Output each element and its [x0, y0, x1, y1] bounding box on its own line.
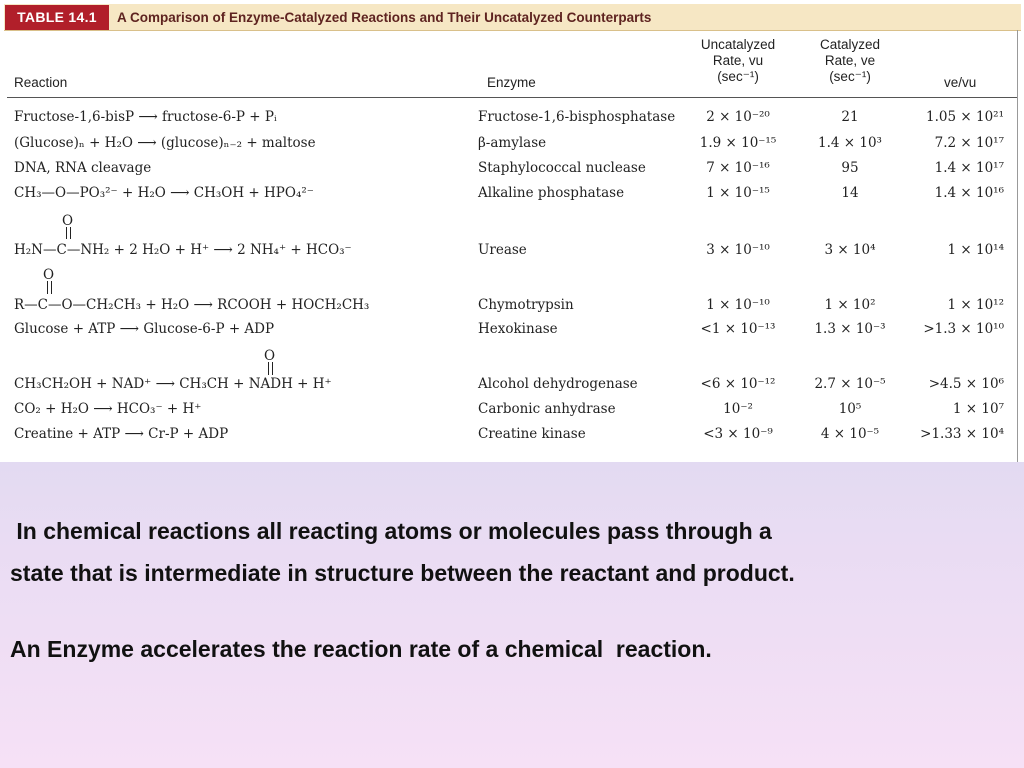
table-row-ve: 1 × 10² — [824, 297, 876, 313]
header-ratio: ve/vu — [944, 75, 977, 90]
table-row-ratio: 7.2 × 10¹⁷ — [934, 135, 1004, 151]
header-catalyzed-line2: Rate, ve — [824, 53, 876, 68]
table-row-vu: 7 × 10⁻¹⁶ — [706, 160, 770, 176]
table-row-vu: 3 × 10⁻¹⁰ — [706, 242, 770, 258]
header-catalyzed-line3: (sec⁻¹) — [829, 69, 871, 84]
table-right-border — [1017, 30, 1018, 462]
carbonyl-bond — [47, 281, 48, 294]
table-row-ratio: 1.4 × 10¹⁶ — [934, 185, 1004, 201]
table-row-vu: 1 × 10⁻¹⁰ — [706, 297, 770, 313]
carbonyl-bond — [70, 227, 71, 239]
table-row-enzyme: Fructose-1,6-bisphosphatase — [478, 109, 676, 125]
table-row-reaction: CH₃—O—PO₃²⁻ + H₂O ⟶ CH₃OH + HPO₄²⁻ — [14, 185, 314, 201]
header-uncatalyzed-line1: Uncatalyzed — [700, 37, 776, 52]
table-row-ve: 3 × 10⁴ — [824, 242, 876, 258]
carbonyl-oxygen: O — [43, 267, 55, 283]
table-row-ve: 1.4 × 10³ — [818, 135, 882, 151]
carbonyl-bond — [51, 281, 52, 294]
table-row-enzyme: Hexokinase — [478, 321, 558, 337]
table-row-reaction: DNA, RNA cleavage — [14, 160, 152, 176]
table-row-reaction: Creatine + ATP ⟶ Cr-P + ADP — [14, 426, 229, 442]
table-row-enzyme: Staphylococcal nuclease — [478, 160, 646, 176]
table-row-reaction: H₂N—C—NH₂ + 2 H₂O + H⁺ ⟶ 2 NH₄⁺ + HCO₃⁻ — [14, 242, 352, 258]
table-row-vu: 2 × 10⁻²⁰ — [706, 109, 770, 125]
table-row-ve: 1.3 × 10⁻³ — [814, 321, 886, 337]
carbonyl-oxygen: O — [62, 213, 74, 229]
table-row-enzyme: Creatine kinase — [478, 426, 586, 442]
carbonyl-oxygen: O — [264, 348, 276, 364]
header-enzyme: Enzyme — [487, 75, 536, 90]
carbonyl-bond — [268, 362, 269, 375]
table-row-ratio: 1 × 10⁷ — [952, 401, 1004, 417]
paragraph-line: state that is intermediate in structure between the reactant and product. — [10, 560, 795, 586]
table-row-reaction: Glucose + ATP ⟶ Glucose-6-P + ADP — [14, 321, 275, 337]
header-uncatalyzed-line3: (sec⁻¹) — [717, 69, 759, 84]
table-row-vu: 1.9 × 10⁻¹⁵ — [699, 135, 777, 151]
table-row-enzyme: Urease — [478, 242, 527, 258]
table-row-vu: <1 × 10⁻¹³ — [700, 321, 776, 337]
table-row-vu: <6 × 10⁻¹² — [700, 376, 776, 392]
table-row-ratio: >4.5 × 10⁶ — [928, 376, 1004, 392]
table-row-enzyme: β-amylase — [478, 135, 547, 151]
header-catalyzed-line1: Catalyzed — [819, 37, 881, 52]
table-row-enzyme: Alcohol dehydrogenase — [478, 376, 638, 392]
table-row-enzyme: Chymotrypsin — [478, 297, 574, 313]
table-row-ve: 10⁵ — [838, 401, 862, 417]
table-row-reaction: (Glucose)ₙ + H₂O ⟶ (glucose)ₙ₋₂ + maltose — [14, 135, 316, 151]
table-row-ve: 95 — [841, 160, 859, 176]
table-row-ratio: >1.33 × 10⁴ — [920, 426, 1004, 442]
table-row-ve: 21 — [841, 109, 859, 125]
table-row-enzyme: Alkaline phosphatase — [478, 185, 625, 201]
header-rule — [7, 97, 1017, 98]
paragraph-enzyme-statement: An Enzyme accelerates the reaction rate of a chemical reaction. — [10, 636, 712, 662]
table-row-reaction: Fructose-1,6-bisP ⟶ fructose-6-P + Pᵢ — [14, 109, 277, 125]
table-row-vu: 10⁻² — [723, 401, 753, 417]
header-reaction: Reaction — [14, 75, 68, 90]
table-row-vu: <3 × 10⁻⁹ — [703, 426, 773, 442]
paragraph-line: In chemical reactions all reacting atoms or molecules pass through a — [10, 518, 772, 544]
table-row-ratio: >1.3 × 10¹⁰ — [923, 321, 1004, 337]
table-row-ratio: 1 × 10¹⁴ — [947, 242, 1004, 258]
carbonyl-bond — [272, 362, 273, 375]
header-uncatalyzed-line2: Rate, vu — [712, 53, 764, 68]
table-row-reaction: R—C—O—CH₂CH₃ + H₂O ⟶ RCOOH + HOCH₂CH₃ — [14, 297, 370, 313]
table-row-ve: 14 — [841, 185, 859, 201]
table-row-ratio: 1 × 10¹² — [947, 297, 1004, 313]
table-row-ve: 4 × 10⁻⁵ — [820, 426, 880, 442]
table-title: A Comparison of Enzyme-Catalyzed Reactions and Their Uncatalyzed Counterparts — [117, 10, 652, 25]
table-row-ratio: 1.05 × 10²¹ — [926, 109, 1004, 125]
header-uncatalyzed-rate — [688, 37, 788, 85]
table-row-ratio: 1.4 × 10¹⁷ — [934, 160, 1004, 176]
table-row-vu: 1 × 10⁻¹⁵ — [706, 185, 770, 201]
table-row-reaction: CO₂ + H₂O ⟶ HCO₃⁻ + H⁺ — [14, 401, 202, 417]
header-catalyzed-rate — [800, 37, 900, 85]
table-row-enzyme: Carbonic anhydrase — [478, 401, 616, 417]
carbonyl-bond — [66, 227, 67, 239]
table-label: TABLE 14.1 — [5, 5, 109, 30]
table-row-reaction: CH₃CH₂OH + NAD⁺ ⟶ CH₃CH + NADH + H⁺ — [14, 376, 332, 392]
table-row-ve: 2.7 × 10⁻⁵ — [814, 376, 886, 392]
